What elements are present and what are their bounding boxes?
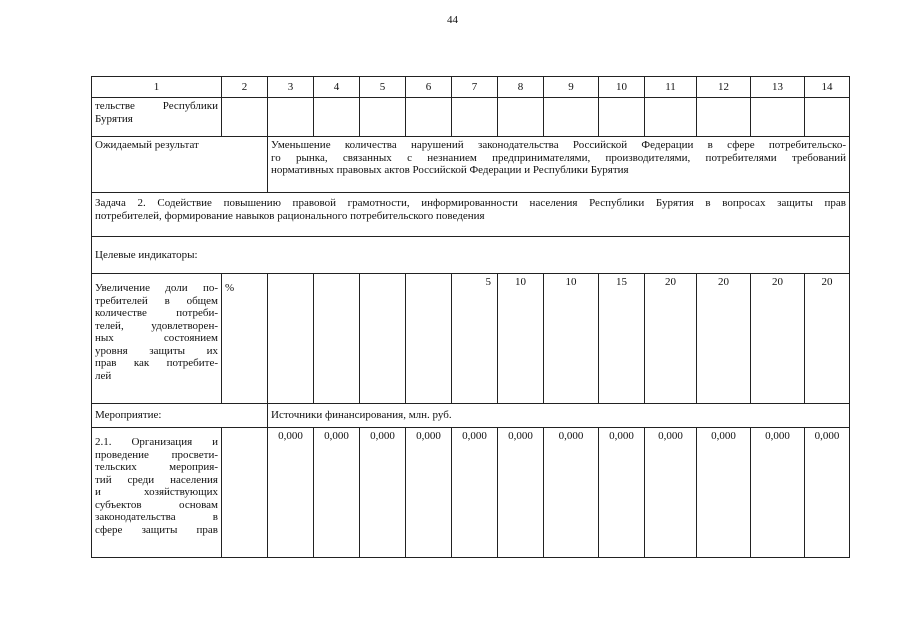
funding-sources: Источники финансирования, млн. руб. xyxy=(268,404,850,428)
event-item-text xyxy=(92,428,222,558)
text-line: нормативных правовых актов Российской Федерации и Республики Бурятия xyxy=(271,164,629,176)
header-cell: 3 xyxy=(268,77,314,98)
text-line: го рынка, связанных с незнанием предпринимателями, производителями, потребителями требований xyxy=(271,151,846,164)
share-indicator-row xyxy=(92,274,850,404)
text-line: Бурятия xyxy=(95,112,133,125)
text-line: лей xyxy=(95,369,112,382)
header-cell: 10 xyxy=(599,77,645,98)
header-cell: 8 xyxy=(498,77,544,98)
text-line: законодательства в xyxy=(95,511,218,523)
value-cell: 20 xyxy=(645,274,697,404)
value-cell: 0,000 xyxy=(805,428,850,558)
expected-result-label: Ожидаемый результат xyxy=(92,137,268,193)
header-cell: 9 xyxy=(544,77,599,98)
header-cell: 7 xyxy=(452,77,498,98)
text-line: 2.1. Организация и xyxy=(95,436,218,448)
value-cell: 5 xyxy=(452,274,498,404)
text-line: и хозяйствующих xyxy=(95,486,218,498)
text-line: требителей в общем xyxy=(95,294,218,307)
value-cell: 10 xyxy=(544,274,599,404)
event-label: Мероприятие: xyxy=(92,404,268,428)
header-cell: 5 xyxy=(360,77,406,98)
value-cell: 10 xyxy=(498,274,544,404)
header-cell: 1 xyxy=(92,77,222,98)
text-line: тельстве Республики xyxy=(95,100,218,112)
text-line: сфере защиты прав xyxy=(95,523,218,536)
header-cell: 13 xyxy=(751,77,805,98)
header-cell: 2 xyxy=(222,77,268,98)
header-cell: 14 xyxy=(805,77,850,98)
text-line: Увеличение доли по- xyxy=(95,282,218,294)
page-number: 44 xyxy=(447,14,458,26)
header-cell: 4 xyxy=(314,77,360,98)
indicators-table xyxy=(91,76,850,558)
value-cell xyxy=(406,274,452,404)
header-cell: 6 xyxy=(406,77,452,98)
continuation-text xyxy=(92,98,222,137)
value-cell: 0,000 xyxy=(697,428,751,558)
value-cell: 0,000 xyxy=(452,428,498,558)
text-line: прав как потребите- xyxy=(95,357,218,369)
unit-cell xyxy=(222,428,268,558)
header-row xyxy=(92,77,850,98)
text-line: тельских мероприя- xyxy=(95,461,218,473)
event-item-row xyxy=(92,428,850,558)
event-row xyxy=(92,404,850,428)
text-line: телей, удовлетворен- xyxy=(95,319,218,332)
header-cell: 12 xyxy=(697,77,751,98)
value-cell: 20 xyxy=(805,274,850,404)
text-line: количестве потреби- xyxy=(95,307,218,319)
text-line: проведение просвети- xyxy=(95,448,218,461)
text-line: Задача 2. Содействие повышению правовой грамотности, информированности населения Республики Бурятия в вопросах защиты прав xyxy=(95,197,846,209)
value-cell: 0,000 xyxy=(544,428,599,558)
text-line: потребителей, формирование навыков рационального потребительского поведения xyxy=(95,209,485,222)
text-line: уровня защиты их xyxy=(95,344,218,357)
value-cell: 0,000 xyxy=(751,428,805,558)
text-line: субъектов основам xyxy=(95,498,218,511)
value-cell: 0,000 xyxy=(406,428,452,558)
value-cell xyxy=(314,274,360,404)
share-indicator-text xyxy=(92,274,222,404)
text-line: тий среди населения xyxy=(95,473,218,486)
continuation-row xyxy=(92,98,850,137)
header-cell: 11 xyxy=(645,77,697,98)
value-cell: 0,000 xyxy=(498,428,544,558)
value-cell xyxy=(268,274,314,404)
indicators-row xyxy=(92,237,850,274)
value-cell xyxy=(360,274,406,404)
unit-cell: % xyxy=(222,274,268,404)
value-cell: 20 xyxy=(697,274,751,404)
task-text xyxy=(92,193,850,237)
value-cell: 0,000 xyxy=(268,428,314,558)
value-cell: 15 xyxy=(599,274,645,404)
value-cell: 0,000 xyxy=(599,428,645,558)
text-line: ных состоянием xyxy=(95,332,218,344)
value-cell: 20 xyxy=(751,274,805,404)
task-row xyxy=(92,193,850,237)
value-cell: 0,000 xyxy=(360,428,406,558)
expected-result-text xyxy=(268,137,850,193)
value-cell: 0,000 xyxy=(314,428,360,558)
text-line: Уменьшение количества нарушений законодательства Российской Федерации в сфере потребительско- xyxy=(271,139,846,151)
value-cell: 0,000 xyxy=(645,428,697,558)
indicators-label: Целевые индикаторы: xyxy=(92,237,850,274)
expected-result-row xyxy=(92,137,850,193)
